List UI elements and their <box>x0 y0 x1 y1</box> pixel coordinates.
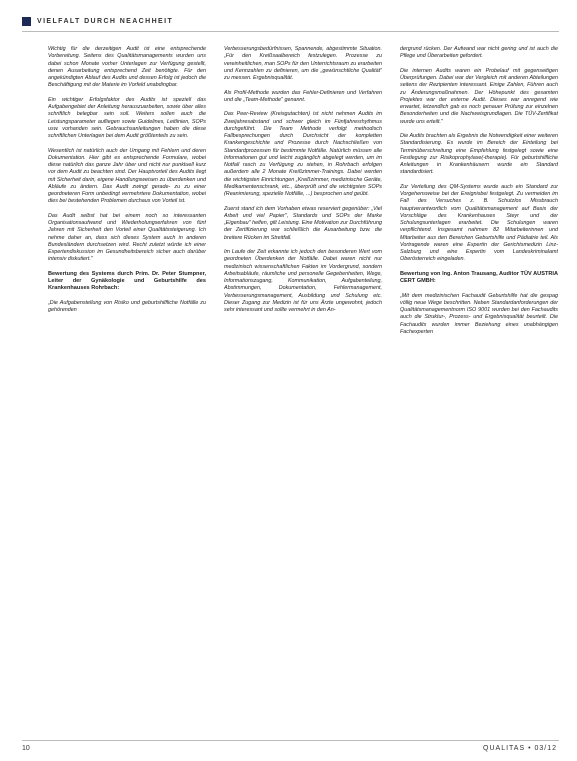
paragraph: Wichtig für die derzeitigen Audit ist eine entsprechende Vorbereitung. Seitens des Qualitätsmanagements wurden uns dabei schon Monate vorher Unterlagen zur Verfügung gestellt, denen Ausarbeitung entsprechend Zeit benötigte. Für den angekündigten Ablauf des Audits und dessen Erfolg ist jedoch die Beschäftigung mit der Materie im Vorfeld unabdingbar. <box>48 46 206 89</box>
paragraph: Die Audits brachten als Ergebnis die Notwendigkeit einer weiteren Standardisierung. Es wurde im Bereich der Einteilung bei Terminüberschreitung eine Empfehlung festgelegt sowie eine Festlegung zur Risikoprophylaxe(-therapie). Für geburtshilfliche Anleitungen in Krankenhäusern wurde ein Standard standardisiert. <box>400 133 558 176</box>
paragraph: Das Audit selbst hat bei einem noch so interessanten Organisationsaufwand und Wiederholungserfahren von fünf Jahren mit Sicherheit den Vorteil einer Qualitätssteigerung. Ich nehme daher an, dass sich dieses System auch in anderen Bundesländern durchsetzen wird. Recht zuletzt würde ich einer Expertendiskussion im Gesundheitsbereich sicher auch darüber intensiv diskutiert." <box>48 212 206 263</box>
page-number: 10 <box>22 745 30 752</box>
text-column-1 <box>48 46 206 736</box>
section-marker-square <box>22 17 31 26</box>
paragraph: Die internen Audits waren ein Probelauf mit gegenseitigen Überprüfungen. Dabei war der Vergleich mit anderen Abteilungen seitens der Rezipienten interessant. Einige Zahlen, Führen auch zu Änderungsmaßnahmen. Der Höhepunkt des gesamten Projektes war der externe Audit. Dieses war anregend wie erwartet, letzendlich gab es noch genauer Prüfung zur einzelnen Besonderheiten und die Nachweisgrundlagen. Die TÜV-Zertifikat wurde uns erteilt." <box>400 67 558 125</box>
paragraph: Als Profil-Methode wurden das Fehler-Definieren und Verfahren und die „Team-Methode" genannt. <box>224 89 382 103</box>
paragraph: Verbesserungsbedürfnissen, Spannende, abgestimmte Situation. „Für den Kreißsaalbereich festzulegen. Prozesse zu vereinheitlichen, man SOPs für den Unterrichtsraum zu erarbeiten und Kennzahlen zu definieren, um die „gewünschtliche Qualität" zu messen. Ergebnisqualität. <box>224 46 382 81</box>
paragraph: Im Laufe der Zeit erkannte ich jedoch den besonderen Wert vom geordneten Überdenken der Notfälle. Dabei waren nicht nur medizinisch wissenschaftlichen Fakten im Vordergrund, sondern Arbeitsabläufe, räumliche und personelle Gegebenheiten, Wege, Informationszugang, Kommunikation, Aufgabenteilung, Abstimmungen, Dokumentation, Fehlermanagement, Verbesserungsmanagement, Ausbildung und Schulung etc. Dieser Zugang zur Medizin ist für uns Ärzte ungewohnt, jedoch sehr interessant und sollte vermehrt in den An- <box>224 249 382 313</box>
article-body <box>48 46 558 736</box>
paragraph: Zur Verteilung des QM-Systems wurde auch ein Standard zur Vorgehensweise bei der Ereignisbei festgelegt. Zu vermeiden im Fall des Versuches z. B. Schutzlos Missbrauch hauptverantwortlich vom Qualitätsmanagement auf Basis der Vorschläge des Krankenhauses Steyr und der Schulungsunterlagen erarbeitet. Die Schulungen waren verpflichtend. Insgesamt nahmen 82 Mitarbeiterinnen und Mitarbeiter aus den Bereichen Geburtshilfe und Pädiatrie teil. Als Vortragende waren eine Expertin der Gerichtsmedizin Linz-Salzburg und eine Expertin vom Landeskriminalamt Oberösterreich eingeladen. <box>400 183 558 263</box>
section-heading: Bewertung von Ing. Anton Trausang, Auditor TÜV AUSTRIA CERT GMBH: <box>400 270 558 284</box>
paragraph: Ein wichtiger Erfolgsfaktor des Audits ist speziell das Aufgabengebiet der Anleitung herauszuarbeiten, sowie über alles schriftlich belegbar sein soll. Weiters sollen auch die Leistungsparameter aufliegen sowie Guidelines, Leitlinien, SOPs usw. vorhanden sein. Gebrauchsanleitungen haben die diese schriftlichen Unterlagen bei dem Audit größtenteils zu sein. <box>48 96 206 139</box>
header-divider <box>22 31 559 32</box>
text-column-3 <box>400 46 558 736</box>
magazine-issue: QUALITAS • 03/12 <box>483 745 557 752</box>
section-header <box>22 14 173 28</box>
paragraph: Zuerst stand ich dem Vorhaben etwas reserviert gegenüber: „Viel Arbeit und viel Papier", Standards und SOPs der Marke „Eigenbau" helfen, gilt Leistung. Eine Motivation zur Durchführung der Zertifizierung war schließlich die Ausarbeitung bzw. die breitere Rücken im Streitfall. <box>224 205 382 241</box>
paragraph: Das Peer-Review (Kreisgutachten) ist nicht nehmen Audits im Zweijahresabstand und schwer gleich im Fünfjahresrhythmus durchgeführt. Die Team Methode verfolgt methodisch Fallbesprechungen durch Durchsicht der kompletten Krankengeschichte und Prozesse durch Nachschließen von Standardprozessen für bestimmte Notfälle. Natürlich müssen alle Informationen gut und leicht zugänglich abgelegt werden, um im Notfall rasch zu Verfügung zu stehen, in Rohrbach erfolgen außerdem alle 2 Monate Kreißzimmer-Trainings. Dabei werden die wichtigsten Einrichtungen „Kreißzimmer, medizinische Geräte, Medikamentenschrank, etc., überprüft und die wichtigsten SOPs (Reanimierung, spezielle Notfälle, ...) besprochen und geübt. <box>224 111 382 197</box>
paragraph: „Die Aufgabenstellung von Risiko und geburtshilfliche Notfälle zu gehörenden <box>48 299 206 313</box>
footer-divider <box>22 740 559 741</box>
paragraph: „Mit dem medizinischen Fachaudit Geburtshilfe hat die gespag völlig neue Wege beschritten. Neben Standardanforderungen der Qualitätsmanagementnorm ISO 9001 wurden bei den Fachaudits auch die Struktur-, Prozess- und Ergebnisqualität beurteilt. Die Fachaudits wurden immer Beziehung eines unabhängigen Fachexperten <box>400 292 558 335</box>
paragraph: dergrund rücken. Der Aufwand war nicht gering und ist auch die Pflege und Überarbeiten gefordert. <box>400 46 558 60</box>
text-column-2 <box>224 46 382 736</box>
paragraph: Wesentlich ist natürlich auch der Umgang mit Fehlern und deren Dokumentation. Hier gibt es entsprechende Formulare, wobei diese natürlich das ganze Jahr über und nicht nur punktuell kurz vor dem Audit zu beachten sind. Der Hauptvorteil des Audits liegt mit Sicherheit darin, eigene Handlungsweisen zu überdenken und Abläufe zu ändern. Das Audit zwingt gerade- zu zu einer geordneteren Form unbedingt vermehrtere Dokumentation, wobei dies bei bestehenden Problemen durchaus von Vorteil ist. <box>48 147 206 205</box>
section-heading: Bewertung des Systems durch Prim. Dr. Peter Stumpner, Leiter der Gynäkologie und Geburtshilfe des Krankenhauses Rohrbach: <box>48 270 206 292</box>
section-title: VIELFALT DURCH NEACHHEIT <box>37 17 174 25</box>
